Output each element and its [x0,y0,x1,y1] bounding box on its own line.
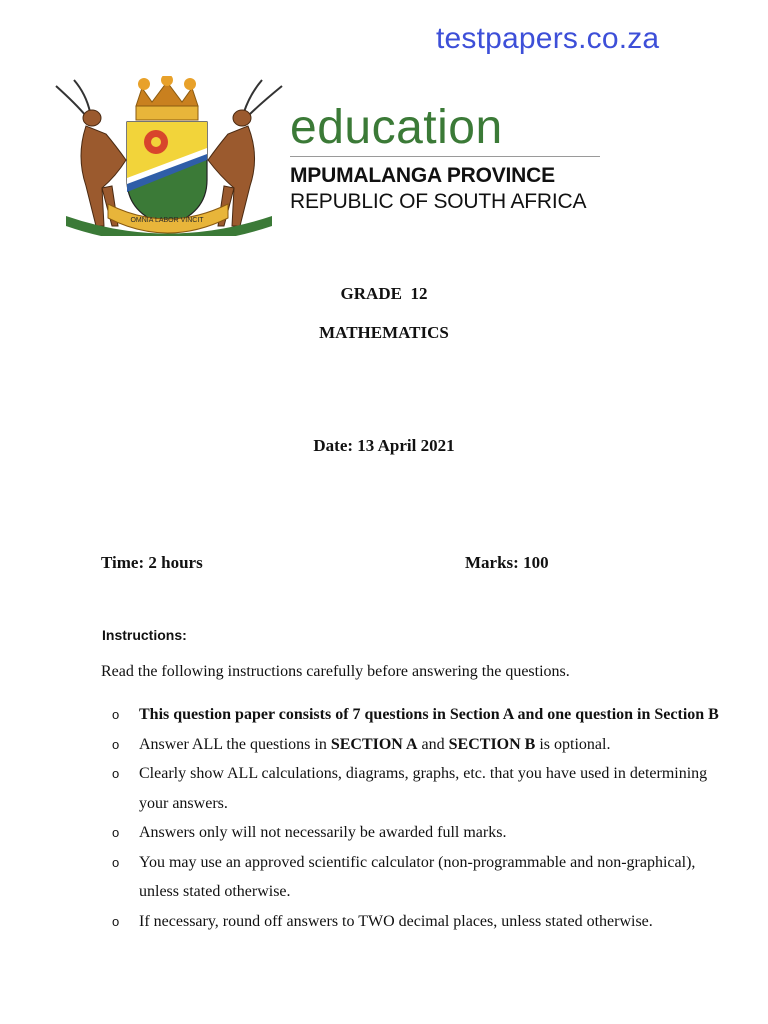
kudu-left-icon [56,80,126,226]
list-item [112,759,732,818]
brand-education: education [290,101,503,154]
subject-title: MATHEMATICS [319,323,449,342]
bullet-icon: o [112,766,120,781]
instruction-bold-section-b: SECTION B [448,735,536,753]
list-item [112,818,732,848]
instruction-text: Answers only will not necessarily be awarded full marks. [139,824,507,841]
list-item [112,700,732,730]
shield-icon [127,122,207,226]
coat-of-arms-icon [46,76,292,236]
instruction-text-part: and [417,735,449,753]
brand-province: MPUMALANGA PROVINCE [290,164,555,187]
motto-text: OMNIA LABOR VINCIT [130,217,204,224]
instruction-text: This question paper consists of 7 questions in Section A and one question in Section B [139,706,719,723]
instructions-heading: Instructions: [102,627,187,643]
instruction-text: If necessary, round off answers to TWO decimal places, unless stated otherwise. [139,912,653,930]
list-item [112,848,732,907]
department-brand [290,100,602,215]
kudu-right-icon [208,80,282,226]
bullet-icon: o [112,736,120,752]
bullet-icon: o [112,913,120,929]
bullet-icon: o [112,707,120,722]
exam-marks: Marks: 100 [465,553,549,572]
instruction-text: You may use an approved scientific calculator (non-programmable and non-graphical), unless stated otherwise. [139,853,696,900]
grade-title: GRADE 12 [340,284,428,303]
list-item [112,730,732,760]
instruction-text-part: is optional. [535,735,611,753]
list-item [112,907,732,937]
bullet-icon: o [112,854,120,870]
instructions-list [112,700,732,936]
exam-date: Date: 13 April 2021 [313,436,455,455]
crown-icon [136,76,198,120]
exam-time: Time: 2 hours [101,553,203,572]
instruction-bold-section-a: SECTION A [330,735,418,753]
brand-republic: REPUBLIC OF SOUTH AFRICA [290,190,587,213]
bullet-icon: o [112,825,120,840]
watermark-link[interactable]: testpapers.co.za [436,22,660,55]
instruction-text-part: Answer ALL the questions in [139,735,331,753]
instruction-text: Clearly show ALL calculations, diagrams, graphs, etc. that you have used in determining your answers. [139,765,708,812]
brand-divider [290,156,600,157]
instructions-intro: Read the following instructions carefully before answering the questions. [101,663,570,680]
